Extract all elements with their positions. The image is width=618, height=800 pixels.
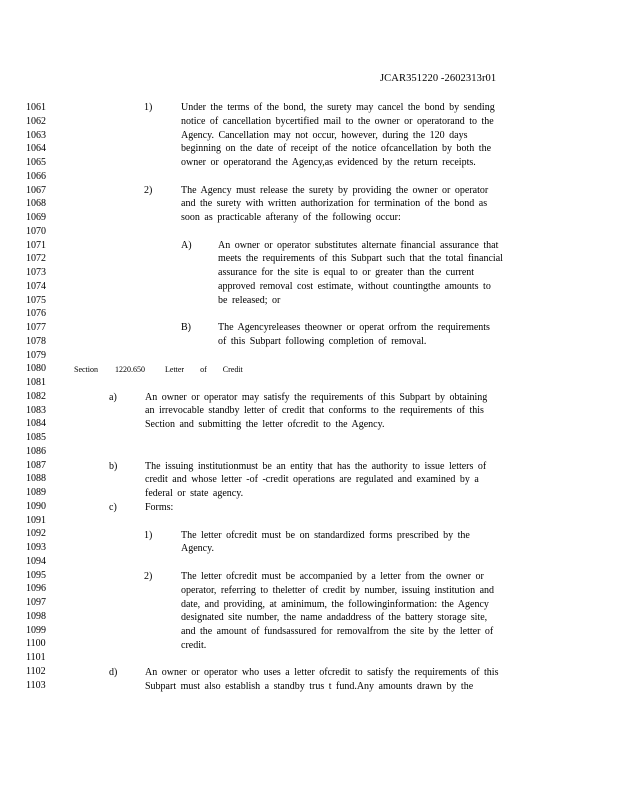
document-id-header: JCAR351220 -2602313r01 xyxy=(380,73,497,84)
line-number: 1078 xyxy=(26,335,46,347)
text-line: An owner or operator who uses a letter ofcredit to satisfy the requirements of this xyxy=(145,667,499,678)
line-number: 1072 xyxy=(26,253,46,265)
text-line: be released; or xyxy=(218,294,281,306)
line-number: 1086 xyxy=(26,445,46,457)
item-label: c) xyxy=(109,502,117,513)
item-label: A) xyxy=(181,239,192,251)
line-number: 1076 xyxy=(26,308,46,320)
line-number: 1083 xyxy=(26,404,46,416)
line-number: 1084 xyxy=(26,418,46,430)
line-number: 1068 xyxy=(26,198,46,210)
text-line: The Agencyreleases theowner or operat orfrom the requirements xyxy=(218,322,490,333)
text-line: federal or state agency. xyxy=(145,488,244,499)
line-number: 1074 xyxy=(26,280,46,292)
text-line: soon as practicable afterany of the following occur: xyxy=(181,212,401,223)
line-number: 1064 xyxy=(26,143,46,155)
text-line: meets the requirements of this Subpart such that the total financial xyxy=(218,253,503,265)
line-number-column xyxy=(26,101,46,692)
text-line: assurance for the site is equal to or greater than the current xyxy=(218,267,475,278)
item-label: 1) xyxy=(144,102,153,113)
text-line: An owner or operator substitutes alternate financial assurance that xyxy=(218,239,499,251)
item-label: d) xyxy=(109,667,118,678)
item-text xyxy=(218,239,503,308)
item-text xyxy=(145,391,487,432)
line-number: 1103 xyxy=(26,679,46,691)
text-line: and the surety with written authorization for termination of the bond as xyxy=(181,198,488,210)
text-line: and the amount of fundsassured for removalfrom the site by the letter of xyxy=(181,626,494,637)
text-line: credit. xyxy=(181,639,207,651)
line-number: 1081 xyxy=(26,377,46,388)
text-line: The issuing institutionmust be an entity that has the authority to issue letters of xyxy=(145,460,487,472)
line-number: 1070 xyxy=(26,225,46,237)
section-title: Letter of Credit xyxy=(165,365,243,374)
text-line: Section and submitting the letter ofcredit to the Agency. xyxy=(145,419,385,430)
item-label: 2) xyxy=(144,184,153,196)
line-number: 1101 xyxy=(26,652,46,663)
item-text xyxy=(181,184,488,225)
item-text xyxy=(181,529,470,557)
line-number: 1098 xyxy=(26,610,46,622)
line-number: 1069 xyxy=(26,212,46,223)
line-number: 1092 xyxy=(26,528,46,540)
text-line: An owner or operator may satisfy the requirements of this Subpart by obtaining xyxy=(145,391,488,403)
item-label: 2) xyxy=(144,571,153,582)
line-number: 1088 xyxy=(26,473,46,485)
text-line: of this Subpart following completion of removal. xyxy=(218,335,427,347)
item-text xyxy=(145,460,486,501)
text-line: designated site number, the name andaddress of the battery storage site, xyxy=(181,612,488,624)
section-label: Section xyxy=(74,365,98,374)
text-line: date, and providing, at aminimum, the followinginformation: the Agency xyxy=(181,598,489,610)
line-number: 1062 xyxy=(26,115,46,127)
item-label: a) xyxy=(109,391,117,403)
text-line: Agency. Cancellation may not occur, however, during the 120 days xyxy=(181,129,468,141)
line-number: 1082 xyxy=(26,390,46,402)
line-number: 1094 xyxy=(26,555,46,567)
line-number: 1102 xyxy=(26,665,46,677)
line-number: 1071 xyxy=(26,239,46,251)
item-label: B) xyxy=(181,322,191,333)
line-number: 1079 xyxy=(26,349,46,361)
text-line: an irrevocable standby letter of credit that conforms to the requirements of this xyxy=(145,405,484,417)
item-label: 1) xyxy=(144,529,153,541)
text-line: Agency. xyxy=(181,543,214,555)
line-number: 1091 xyxy=(26,514,46,526)
line-number: 1067 xyxy=(26,184,46,196)
item-text xyxy=(218,321,490,349)
line-number: 1075 xyxy=(26,294,46,306)
text-line: notice of cancellation bycertified mail to the owner or operatorand to the xyxy=(181,115,494,127)
item-text xyxy=(181,101,495,170)
line-number: 1095 xyxy=(26,569,46,581)
line-number: 1085 xyxy=(26,432,46,443)
line-number: 1087 xyxy=(26,459,46,471)
line-number: 1097 xyxy=(26,597,46,608)
line-number: 1093 xyxy=(26,542,46,553)
text-line: Under the terms of the bond, the surety may cancel the bond by sending xyxy=(181,102,495,113)
line-number: 1066 xyxy=(26,170,46,182)
text-line: The letter ofcredit must be accompanied by a letter from the owner or xyxy=(181,571,484,582)
line-number: 1063 xyxy=(26,129,46,141)
text-line: owner or operatorand the Agency,as evidenced by the return receipts. xyxy=(181,157,476,168)
item-text xyxy=(145,501,173,515)
line-number: 1080 xyxy=(26,363,46,375)
item-text xyxy=(181,570,494,653)
section-number: 1220.650 xyxy=(115,365,145,374)
line-number: 1099 xyxy=(26,624,46,636)
text-line: operator, referring to theletter of credit by number, issuing institution and xyxy=(181,584,495,596)
text-line: credit and whose letter -of -credit operations are regulated and examined by a xyxy=(145,474,479,486)
line-number: 1089 xyxy=(26,487,46,498)
text-line: The letter ofcredit must be on standardized forms prescribed by the xyxy=(181,529,470,541)
item-text xyxy=(145,666,498,694)
line-number: 1077 xyxy=(26,322,46,333)
line-number: 1061 xyxy=(26,102,46,113)
text-line: approved removal cost estimate, without countingthe amounts to xyxy=(218,280,491,292)
line-number: 1096 xyxy=(26,583,46,595)
text-line: Forms: xyxy=(145,502,174,513)
line-number: 1073 xyxy=(26,267,46,278)
text-line: beginning on the date of receipt of the notice ofcancellation by both the xyxy=(181,143,492,155)
line-number: 1100 xyxy=(26,638,46,650)
item-label: b) xyxy=(109,460,118,472)
text-line: Subpart must also establish a standby trus t fund.Any amounts drawn by the xyxy=(145,680,474,692)
text-line: The Agency must release the surety by providing the owner or operator xyxy=(181,184,489,196)
line-number: 1090 xyxy=(26,500,46,512)
line-number: 1065 xyxy=(26,157,46,168)
